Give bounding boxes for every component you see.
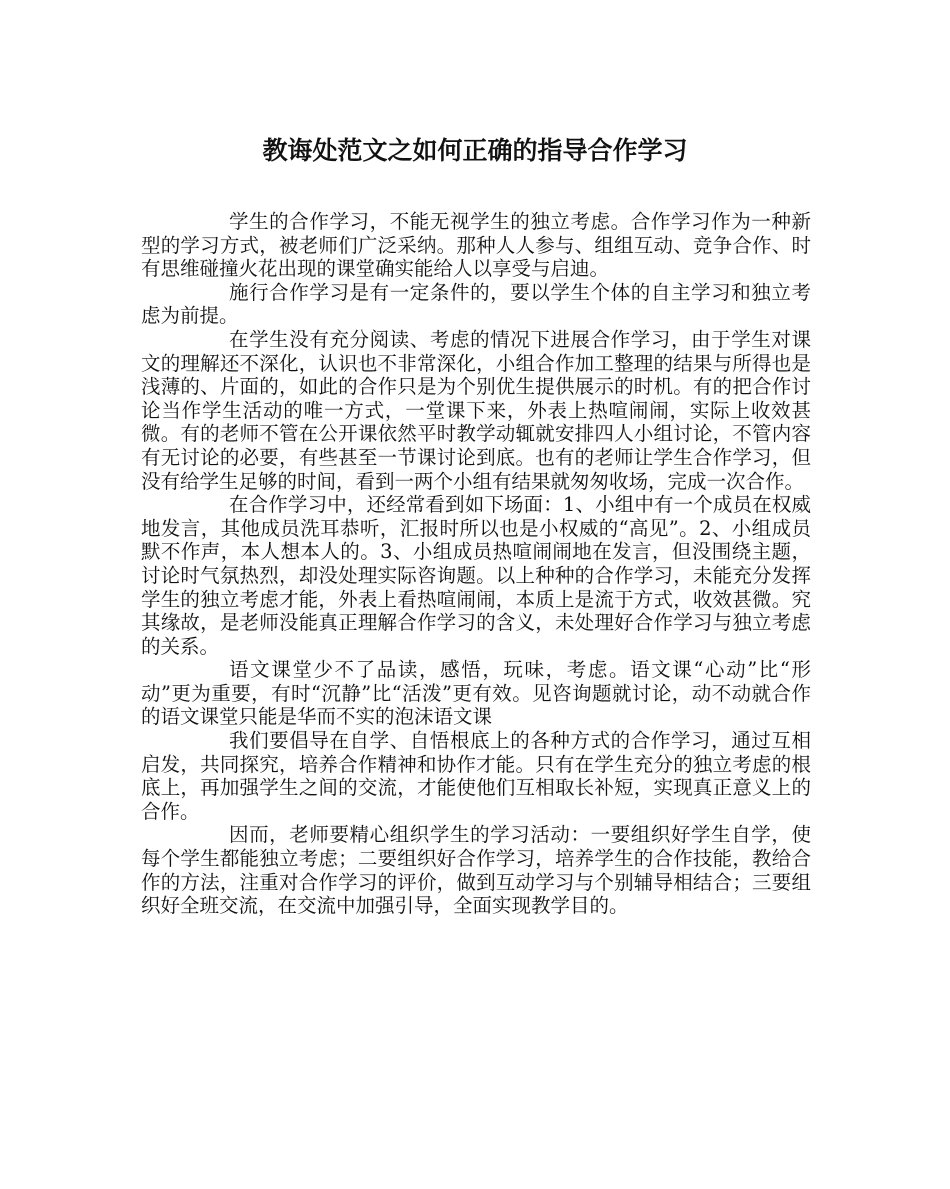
paragraph-1: 学生的合作学习，不能无视学生的独立考虑。合作学习作为一种新型的学习方式，被老师们广泛采纳。那种人人参与、组组互动、竞争合作、时有思维碰撞火花出现的课堂确实能给人以享受与启迪。 xyxy=(141,210,811,281)
paragraph-2: 施行合作学习是有一定条件的，要以学生个体的自主学习和独立考虑为前提。 xyxy=(141,280,811,328)
paragraph-4: 在合作学习中，还经常看到如下场面：1、小组中有一个成员在权威地发言，其他成员洗耳恭听，汇报时所以也是小权威的“高见”。2、小组成员默不作声，本人想本人的。3、小组成员热喧闹闹地在发言，但没围绕主题，讨论时气氛热烈，却没处理实际咨询题。以上种种的合作学习，未能充分发挥学生的独立考虑才能，外表上看热喧闹闹，本质上是流于方式，收效甚微。究其缘故，是老师没能真正理解合作学习的含义，未处理好合作学习与独立考虑的关系。 xyxy=(141,493,811,658)
paragraph-6: 我们要倡导在自学、自悟根底上的各种方式的合作学习，通过互相启发，共同探究，培养合作精神和协作才能。只有在学生充分的独立考虑的根底上，再加强学生之间的交流，才能使他们互相取长补短，实现真正意义上的合作。 xyxy=(141,729,811,823)
paragraph-3: 在学生没有充分阅读、考虑的情况下进展合作学习，由于学生对课文的理解还不深化，认识也不非常深化，小组合作加工整理的结果与所得也是浅薄的、片面的，如此的合作只是为个别优生提供展示的时机。有的把合作讨论当作学生活动的唯一方式，一堂课下来，外表上热喧闹闹，实际上收效甚微。有的老师不管在公开课依然平时教学动辄就安排四人小组讨论，不管内容有无讨论的必要，有些甚至一节课讨论到底。也有的老师让学生合作学习，但没有给学生足够的时间，看到一两个小组有结果就匆匆收场，完成一次合作。 xyxy=(141,327,811,493)
document-body xyxy=(141,210,811,918)
paragraph-7: 因而，老师要精心组织学生的学习活动：一要组织好学生自学，使每个学生都能独立考虑；二要组织好合作学习，培养学生的合作技能，教给合作的方法，注重对合作学习的评价，做到互动学习与个别辅导相结合；三要组织好全班交流，在交流中加强引导，全面实现教学目的。 xyxy=(141,823,811,918)
paragraph-5: 语文课堂少不了品读，感悟，玩味，考虑。语文课“心动”比“形动”更为重要，有时“沉静”比“活泼”更有效。见咨询题就讨论，动不动就合作的语文课堂只能是华而不实的泡沫语文课 xyxy=(141,658,811,729)
document-title: 教诲处范文之如何正确的指导合作学习 xyxy=(262,136,688,165)
